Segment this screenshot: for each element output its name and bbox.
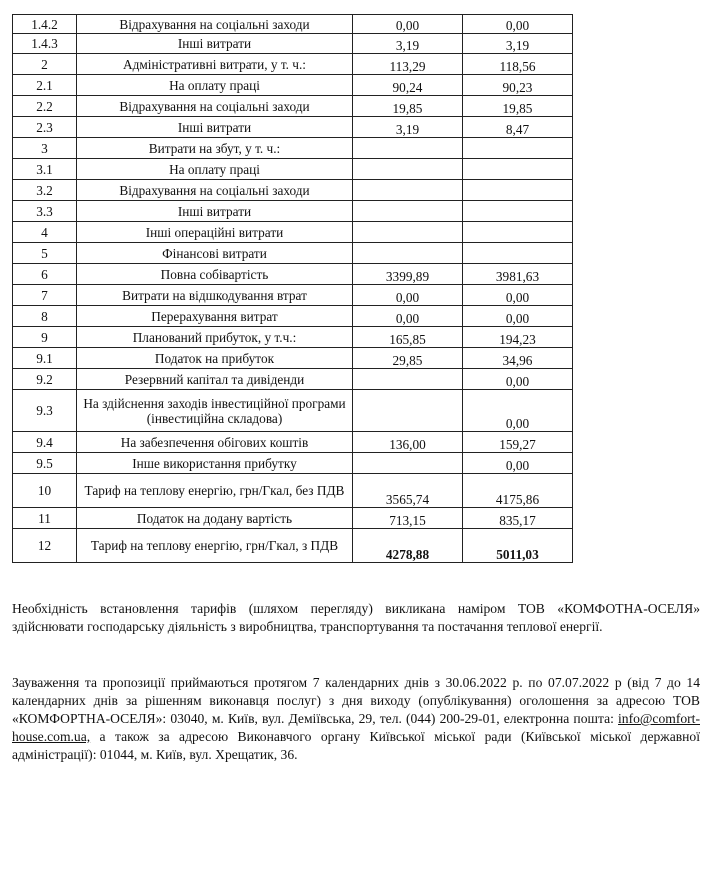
value-current-cell bbox=[353, 222, 463, 243]
table-row bbox=[13, 390, 573, 432]
table-row bbox=[13, 285, 573, 306]
item-name-cell: Інше використання прибутку bbox=[77, 453, 353, 474]
row-number-cell: 9.5 bbox=[13, 453, 77, 474]
table-body bbox=[13, 15, 573, 563]
value-current-cell: 90,24 bbox=[353, 75, 463, 96]
item-name-cell: Фінансові витрати bbox=[77, 243, 353, 264]
item-name-cell: Витрати на відшкодування втрат bbox=[77, 285, 353, 306]
item-name-cell: Витрати на збут, у т. ч.: bbox=[77, 138, 353, 159]
table-row bbox=[13, 529, 573, 563]
value-proposed-cell bbox=[463, 201, 573, 222]
value-proposed-cell: 0,00 bbox=[463, 369, 573, 390]
item-name-cell: На оплату праці bbox=[77, 75, 353, 96]
value-current-cell bbox=[353, 453, 463, 474]
row-number-cell: 2.2 bbox=[13, 96, 77, 117]
table-row bbox=[13, 306, 573, 327]
item-name-cell: Інші витрати bbox=[77, 34, 353, 54]
value-proposed-cell: 19,85 bbox=[463, 96, 573, 117]
item-name-cell: Інші операційні витрати bbox=[77, 222, 353, 243]
comments-text-before-email: Зауваження та пропозиції приймаються протягом 7 календарних днів з 30.06.2022 р. по 07.07.2022 р (від 7 до 14 календарних днів за рішенням виконавця послуг) з дня виходу (опублікування) оголошення за адресою ТОВ «КОМФОРТНА-ОСЕЛЯ»: 03040, м. Київ, вул. Деміївська, 29, тел. (044) 200-29-01, електронна пошта: bbox=[12, 675, 700, 726]
value-proposed-cell: 4175,86 bbox=[463, 474, 573, 508]
value-current-cell: 4278,88 bbox=[353, 529, 463, 563]
value-current-cell: 165,85 bbox=[353, 327, 463, 348]
tariff-structure-table bbox=[12, 14, 573, 563]
value-current-cell: 29,85 bbox=[353, 348, 463, 369]
value-proposed-cell: 118,56 bbox=[463, 54, 573, 75]
comments-submission-paragraph bbox=[12, 674, 700, 764]
row-number-cell: 2.1 bbox=[13, 75, 77, 96]
value-proposed-cell bbox=[463, 138, 573, 159]
value-current-cell: 3,19 bbox=[353, 34, 463, 54]
row-number-cell: 3.1 bbox=[13, 159, 77, 180]
row-number-cell: 3.2 bbox=[13, 180, 77, 201]
row-number-cell: 3.3 bbox=[13, 201, 77, 222]
value-current-cell: 0,00 bbox=[353, 15, 463, 34]
row-number-cell: 2.3 bbox=[13, 117, 77, 138]
row-number-cell: 4 bbox=[13, 222, 77, 243]
item-name-cell: На забезпечення обігових коштів bbox=[77, 432, 353, 453]
row-number-cell: 9.3 bbox=[13, 390, 77, 432]
item-name-cell: Адміністративні витрати, у т. ч.: bbox=[77, 54, 353, 75]
table-row bbox=[13, 15, 573, 34]
row-number-cell: 9.2 bbox=[13, 369, 77, 390]
item-name-cell: Податок на додану вартість bbox=[77, 508, 353, 529]
item-name-cell: Відрахування на соціальні заходи bbox=[77, 15, 353, 34]
value-proposed-cell: 835,17 bbox=[463, 508, 573, 529]
table-row bbox=[13, 327, 573, 348]
tariff-justification-paragraph: Необхідність встановлення тарифів (шляхом перегляду) викликана наміром ТОВ «КОМФОТНА-ОСЕЛЯ» здійснювати господарську діяльність з виробництва, транспортування та постачання теплової енергії. bbox=[12, 601, 700, 634]
value-proposed-cell: 5011,03 bbox=[463, 529, 573, 563]
contact-email-link[interactable]: info@comfort-house.com.ua, bbox=[12, 711, 700, 744]
value-current-cell bbox=[353, 159, 463, 180]
item-name-cell: Інші витрати bbox=[77, 201, 353, 222]
table-row bbox=[13, 243, 573, 264]
row-number-cell: 1.4.2 bbox=[13, 15, 77, 34]
item-name-cell: Планований прибуток, у т.ч.: bbox=[77, 327, 353, 348]
table-row bbox=[13, 117, 573, 138]
row-number-cell: 9.4 bbox=[13, 432, 77, 453]
value-current-cell: 3565,74 bbox=[353, 474, 463, 508]
value-proposed-cell: 0,00 bbox=[463, 15, 573, 34]
row-number-cell: 2 bbox=[13, 54, 77, 75]
table-row bbox=[13, 264, 573, 285]
value-current-cell: 3,19 bbox=[353, 117, 463, 138]
table-row bbox=[13, 96, 573, 117]
value-proposed-cell: 90,23 bbox=[463, 75, 573, 96]
value-proposed-cell: 159,27 bbox=[463, 432, 573, 453]
value-current-cell: 713,15 bbox=[353, 508, 463, 529]
table-row bbox=[13, 180, 573, 201]
item-name-cell: Податок на прибуток bbox=[77, 348, 353, 369]
row-number-cell: 11 bbox=[13, 508, 77, 529]
table-row bbox=[13, 369, 573, 390]
value-current-cell: 113,29 bbox=[353, 54, 463, 75]
item-name-cell: Інші витрати bbox=[77, 117, 353, 138]
row-number-cell: 9 bbox=[13, 327, 77, 348]
row-number-cell: 12 bbox=[13, 529, 77, 563]
row-number-cell: 8 bbox=[13, 306, 77, 327]
value-proposed-cell: 3,19 bbox=[463, 34, 573, 54]
table-row bbox=[13, 508, 573, 529]
comments-text-after-email: а також за адресою Виконавчого органу Київської міської ради (Київської міської державної адміністрації): 01044, м. Київ, вул. Хрещатик, 36. bbox=[12, 729, 700, 762]
value-current-cell: 3399,89 bbox=[353, 264, 463, 285]
item-name-cell: Резервний капітал та дивіденди bbox=[77, 369, 353, 390]
item-name-cell: Повна собівартість bbox=[77, 264, 353, 285]
value-proposed-cell: 0,00 bbox=[463, 285, 573, 306]
table-row bbox=[13, 348, 573, 369]
item-name-cell: Тариф на теплову енергію, грн/Гкал, з ПДВ bbox=[77, 529, 353, 563]
value-current-cell bbox=[353, 243, 463, 264]
value-current-cell bbox=[353, 180, 463, 201]
value-proposed-cell bbox=[463, 180, 573, 201]
value-current-cell bbox=[353, 138, 463, 159]
value-current-cell: 0,00 bbox=[353, 306, 463, 327]
item-name-cell: Відрахування на соціальні заходи bbox=[77, 180, 353, 201]
row-number-cell: 10 bbox=[13, 474, 77, 508]
value-proposed-cell: 8,47 bbox=[463, 117, 573, 138]
table-row bbox=[13, 474, 573, 508]
row-number-cell: 3 bbox=[13, 138, 77, 159]
value-proposed-cell bbox=[463, 222, 573, 243]
table-row bbox=[13, 453, 573, 474]
row-number-cell: 5 bbox=[13, 243, 77, 264]
value-proposed-cell bbox=[463, 159, 573, 180]
value-proposed-cell: 194,23 bbox=[463, 327, 573, 348]
value-proposed-cell: 34,96 bbox=[463, 348, 573, 369]
table-row bbox=[13, 159, 573, 180]
value-current-cell: 19,85 bbox=[353, 96, 463, 117]
value-current-cell bbox=[353, 369, 463, 390]
table-row bbox=[13, 34, 573, 54]
value-current-cell bbox=[353, 390, 463, 432]
value-proposed-cell: 3981,63 bbox=[463, 264, 573, 285]
item-name-cell: Відрахування на соціальні заходи bbox=[77, 96, 353, 117]
value-current-cell: 136,00 bbox=[353, 432, 463, 453]
table-row bbox=[13, 201, 573, 222]
row-number-cell: 6 bbox=[13, 264, 77, 285]
row-number-cell: 7 bbox=[13, 285, 77, 306]
item-name-cell: На оплату праці bbox=[77, 159, 353, 180]
value-proposed-cell bbox=[463, 243, 573, 264]
table-row bbox=[13, 54, 573, 75]
row-number-cell: 1.4.3 bbox=[13, 34, 77, 54]
value-proposed-cell: 0,00 bbox=[463, 390, 573, 432]
item-name-cell: Перерахування витрат bbox=[77, 306, 353, 327]
item-name-cell: На здійснення заходів інвестиційної програми (інвестиційна складова) bbox=[77, 390, 353, 432]
value-proposed-cell: 0,00 bbox=[463, 453, 573, 474]
value-current-cell bbox=[353, 201, 463, 222]
value-proposed-cell: 0,00 bbox=[463, 306, 573, 327]
value-current-cell: 0,00 bbox=[353, 285, 463, 306]
table-row bbox=[13, 222, 573, 243]
table-row bbox=[13, 432, 573, 453]
row-number-cell: 9.1 bbox=[13, 348, 77, 369]
table-row bbox=[13, 138, 573, 159]
table-row bbox=[13, 75, 573, 96]
item-name-cell: Тариф на теплову енергію, грн/Гкал, без ПДВ bbox=[77, 474, 353, 508]
